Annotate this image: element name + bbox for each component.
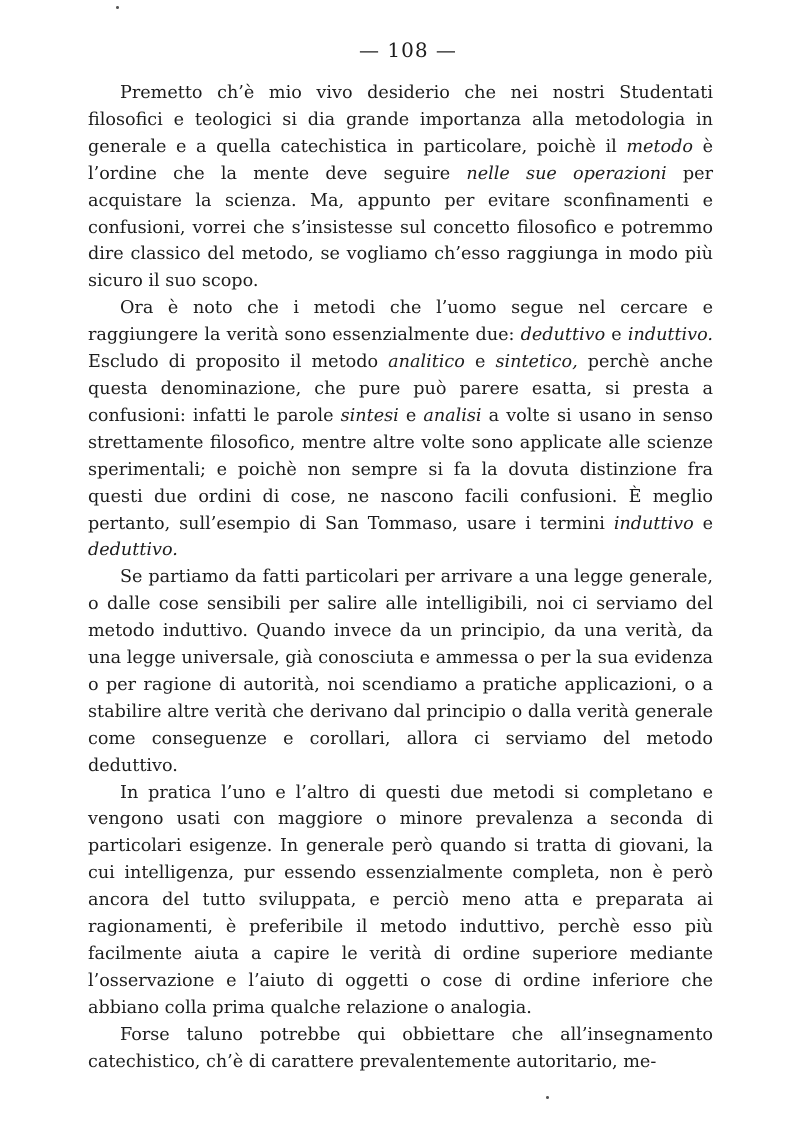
paragraph	[88, 780, 713, 1022]
italic-text: sintetico,	[495, 352, 578, 373]
print-speck	[116, 6, 119, 9]
text-run: Premetto ch’è mio vivo desiderio che nei nostri Studentati filosofici e teologici si dia grande importanza alla metodologia in generale e a quella catechistica in particolare, poichè il	[88, 83, 713, 157]
text-run: Forse taluno potrebbe qui obbiettare che all’insegnamento catechistico, ch’è di carattere prevalentemente autoritario, me-	[88, 1024, 713, 1072]
body-text	[88, 80, 713, 1076]
italic-text: induttivo.	[627, 325, 713, 346]
page-number: — 108 —	[359, 38, 457, 62]
text-run: e	[398, 405, 424, 426]
italic-text: deduttivo	[520, 325, 606, 346]
italic-text: sintesi	[340, 405, 399, 426]
text-run: e	[464, 352, 496, 373]
italic-text: induttivo	[613, 513, 694, 534]
italic-text: analisi	[423, 405, 482, 426]
book-page	[88, 0, 728, 1123]
paragraph	[88, 295, 713, 564]
italic-text: nelle sue operazioni	[466, 163, 667, 184]
text-run: per acquistare la scienza. Ma, appunto per evitare sconfinamenti e confusioni, vorrei che s’insistesse sul concetto filosofico e potremmo dire classico del metodo, se vogliamo ch’esso raggiunga in modo più sicuro il suo scopo.	[88, 163, 713, 292]
paragraph	[88, 1022, 713, 1076]
text-run: a volte si usano in senso strettamente filosofico, mentre altre volte sono applicate alle scienze sperimentali; e poichè non sempre si fa la dovuta distinzione fra questi due ordini di cose, ne nascono facili confusioni. È meglio pertanto, sull’esempio di San Tommaso, usare i termini	[88, 405, 713, 534]
text-run: è l’ordine che la mente deve seguire	[88, 136, 713, 184]
print-speck	[546, 1096, 549, 1099]
text-run: perchè anche questa denominazione, che pure può parere esatta, si presta a confusioni: infatti le parole	[88, 352, 713, 426]
text-run: Se partiamo da fatti particolari per arrivare a una legge generale, o dalle cose sensibili per salire alle intelligibili, noi ci serviamo del metodo induttivo. Quando invece da un principio, da una verità, da una legge universale, già conosciuta e ammessa o per la sua evidenza o per ragione di autorità, noi scendiamo a pratiche applicazioni, o a stabilire altre verità che derivano dal principio o dalla verità generale come conseguenze e corollari, allora ci serviamo del metodo deduttivo.	[88, 567, 713, 776]
text-run: Escludo di proposito il metodo	[88, 352, 389, 373]
italic-text: deduttivo.	[88, 540, 178, 561]
paragraph	[88, 80, 713, 295]
italic-text: analitico	[388, 352, 465, 373]
italic-text: metodo	[626, 136, 693, 157]
text-run: Ora è noto che i metodi che l’uomo segue nel cercare e raggiungere la verità sono essenzialmente due:	[88, 298, 713, 346]
text-run: e	[605, 325, 628, 346]
paragraph	[88, 564, 713, 779]
text-run: e	[693, 513, 713, 534]
text-run: In pratica l’uno e l’altro di questi due metodi si completano e vengono usati con maggiore o minore prevalenza a seconda di particolari esigenze. In generale però quando si tratta di giovani, la cui intelligenza, pur essendo essenzialmente completa, non è però ancora del tutto sviluppata, e perciò meno atta e preparata ai ragionamenti, è preferibile il metodo induttivo, perchè esso più facilmente aiuta a capire le verità di ordine superiore mediante l’osservazione e l’aiuto di oggetti o cose di ordine inferiore che abbiano colla prima qualche relazione o analogia.	[88, 782, 713, 1018]
